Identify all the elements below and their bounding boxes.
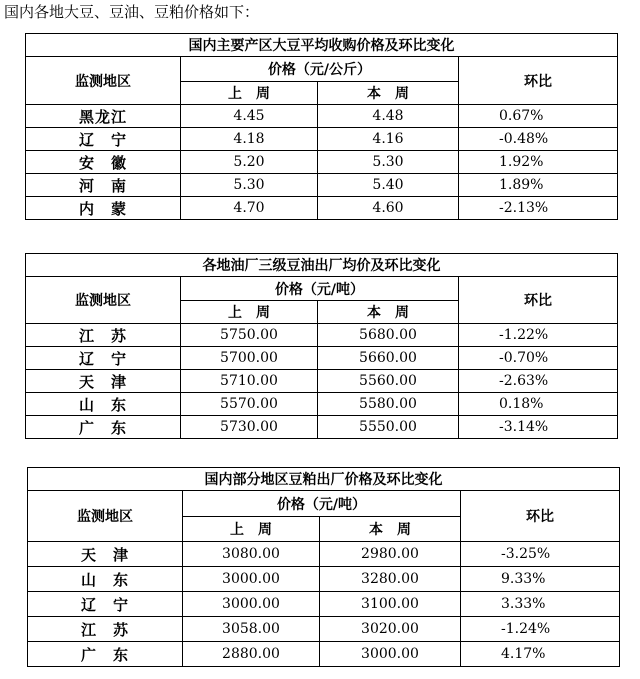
change-header: 环比	[459, 57, 618, 105]
region-header: 监测地区	[28, 491, 183, 542]
last-week-cell: 5750.00	[181, 324, 318, 347]
table-row	[28, 642, 620, 667]
price-header: 价格（元/公斤）	[181, 57, 459, 82]
region-cell: 黑龙江	[26, 105, 181, 128]
region-cell: 江 苏	[28, 617, 183, 642]
last-week-cell: 2880.00	[183, 642, 320, 667]
table-row	[26, 105, 618, 128]
table-row	[28, 617, 620, 642]
last-week-cell: 4.18	[181, 128, 318, 151]
change-cell: -0.70%	[459, 347, 618, 370]
this-week-cell: 3020.00	[320, 617, 461, 642]
last-week-cell: 3080.00	[183, 542, 320, 567]
table-row	[26, 151, 618, 174]
region-cell: 江 苏	[26, 324, 181, 347]
table-row	[26, 174, 618, 197]
region-cell: 广 东	[28, 642, 183, 667]
this-week-cell: 4.60	[318, 197, 459, 220]
table-row	[28, 592, 620, 617]
soybean-price-table	[25, 33, 618, 220]
table-row	[26, 393, 618, 416]
table-title: 国内部分地区豆粕出厂价格及环比变化	[28, 468, 620, 491]
price-header: 价格（元/吨）	[181, 277, 459, 301]
table-row	[26, 347, 618, 370]
last-week-cell: 5.30	[181, 174, 318, 197]
soybean-meal-price-table	[27, 467, 620, 667]
table-row	[26, 197, 618, 220]
change-cell: -1.24%	[461, 617, 620, 642]
table-row	[28, 567, 620, 592]
this-week-header: 本 周	[318, 82, 459, 105]
change-cell: 1.92%	[459, 151, 618, 174]
price-header: 价格（元/吨）	[183, 491, 461, 517]
last-week-cell: 4.45	[181, 105, 318, 128]
this-week-header: 本 周	[320, 517, 461, 542]
change-cell: -2.13%	[459, 197, 618, 220]
this-week-cell: 4.16	[318, 128, 459, 151]
change-cell: 9.33%	[461, 567, 620, 592]
region-cell: 辽 宁	[26, 128, 181, 151]
last-week-cell: 3058.00	[183, 617, 320, 642]
table-row	[26, 128, 618, 151]
table-row	[28, 542, 620, 567]
table-row	[26, 324, 618, 347]
change-cell: -3.14%	[459, 416, 618, 439]
table-title: 各地油厂三级豆油出厂均价及环比变化	[26, 254, 618, 277]
this-week-cell: 5550.00	[318, 416, 459, 439]
this-week-cell: 5660.00	[318, 347, 459, 370]
change-cell: -0.48%	[459, 128, 618, 151]
last-week-cell: 3000.00	[183, 592, 320, 617]
region-header: 监测地区	[26, 277, 181, 324]
this-week-cell: 3280.00	[320, 567, 461, 592]
change-header: 环比	[459, 277, 618, 324]
region-header: 监测地区	[26, 57, 181, 105]
region-cell: 河 南	[26, 174, 181, 197]
region-cell: 天 津	[28, 542, 183, 567]
this-week-cell: 5580.00	[318, 393, 459, 416]
region-cell: 辽 宁	[28, 592, 183, 617]
this-week-cell: 3100.00	[320, 592, 461, 617]
last-week-cell: 4.70	[181, 197, 318, 220]
change-cell: 3.33%	[461, 592, 620, 617]
change-cell: 1.89%	[459, 174, 618, 197]
region-cell: 广 东	[26, 416, 181, 439]
last-week-header: 上 周	[181, 82, 318, 105]
table-title: 国内主要产区大豆平均收购价格及环比变化	[26, 34, 618, 57]
last-week-cell: 3000.00	[183, 567, 320, 592]
region-cell: 山 东	[28, 567, 183, 592]
region-cell: 内 蒙	[26, 197, 181, 220]
change-cell: -1.22%	[459, 324, 618, 347]
intro-text: 国内各地大豆、豆油、豆粕价格如下：	[4, 3, 260, 21]
this-week-cell: 5.30	[318, 151, 459, 174]
last-week-header: 上 周	[183, 517, 320, 542]
this-week-cell: 5560.00	[318, 370, 459, 393]
last-week-cell: 5710.00	[181, 370, 318, 393]
last-week-cell: 5730.00	[181, 416, 318, 439]
region-cell: 辽 宁	[26, 347, 181, 370]
change-cell: 0.18%	[459, 393, 618, 416]
last-week-cell: 5700.00	[181, 347, 318, 370]
soybean-oil-price-table	[25, 253, 618, 439]
region-cell: 安 徽	[26, 151, 181, 174]
this-week-cell: 3000.00	[320, 642, 461, 667]
table-row	[26, 416, 618, 439]
change-header: 环比	[461, 491, 620, 542]
region-cell: 天 津	[26, 370, 181, 393]
last-week-cell: 5.20	[181, 151, 318, 174]
change-cell: 4.17%	[461, 642, 620, 667]
region-cell: 山 东	[26, 393, 181, 416]
table-row	[26, 370, 618, 393]
last-week-cell: 5570.00	[181, 393, 318, 416]
this-week-cell: 5.40	[318, 174, 459, 197]
change-cell: 0.67%	[459, 105, 618, 128]
last-week-header: 上 周	[181, 301, 318, 324]
this-week-cell: 4.48	[318, 105, 459, 128]
change-cell: -2.63%	[459, 370, 618, 393]
this-week-cell: 2980.00	[320, 542, 461, 567]
change-cell: -3.25%	[461, 542, 620, 567]
this-week-header: 本 周	[318, 301, 459, 324]
this-week-cell: 5680.00	[318, 324, 459, 347]
